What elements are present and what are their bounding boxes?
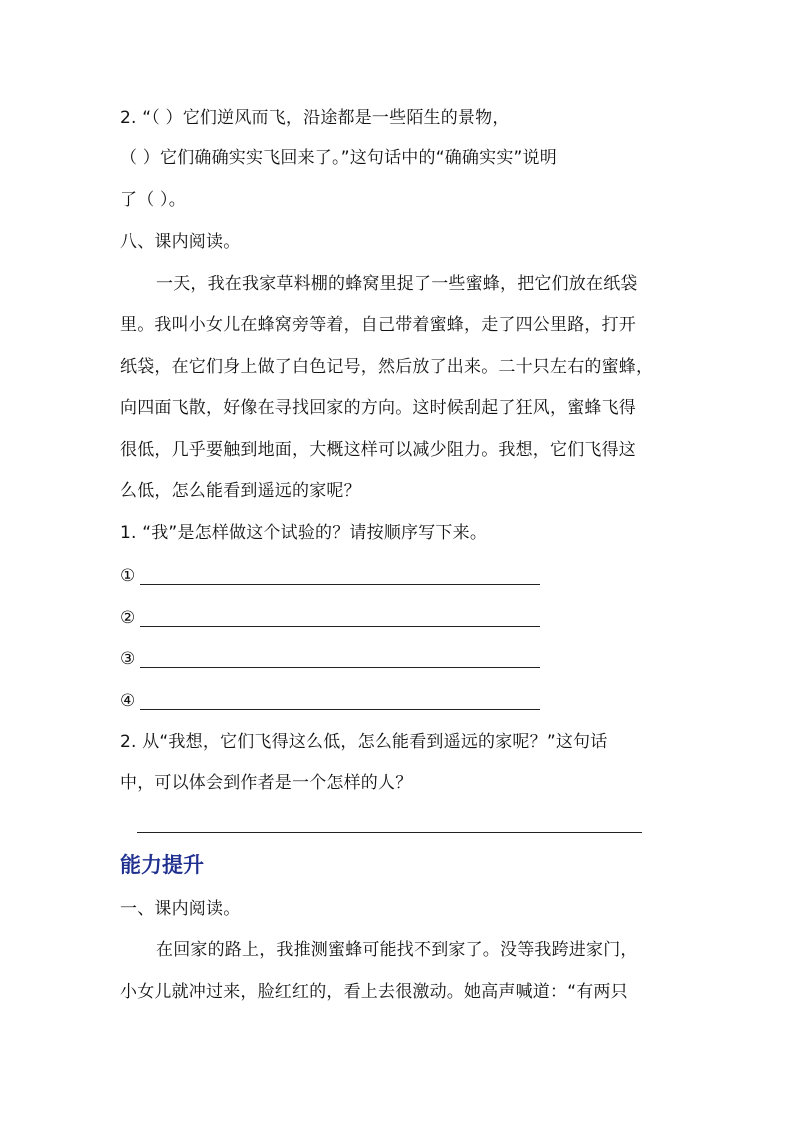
answer-line-3[interactable] <box>140 667 540 668</box>
answer-row-4[interactable] <box>120 688 550 714</box>
passage-line-1: 一天，我在我家草料棚的蜂窝里捉了一些蜜蜂，把它们放在纸袋 <box>156 274 638 294</box>
answer-line-long[interactable] <box>137 832 642 833</box>
answer-row-3[interactable] <box>120 646 550 672</box>
answer-line-4[interactable] <box>140 709 540 710</box>
question-2-line-2: （ ）它们确确实实飞回来了。”这句话中的“确确实实”说明 <box>120 148 557 168</box>
answer-line-2[interactable] <box>140 626 540 627</box>
ability-section-title: 能力提升 <box>120 853 204 877</box>
question-2b-line-2: 中，可以体会到作者是一个怎样的人？ <box>120 773 413 793</box>
answer-marker-1: ① <box>120 566 136 586</box>
answer-marker-2: ② <box>120 608 136 628</box>
answer-marker-4: ④ <box>120 691 136 711</box>
passage-line-2: 里。我叫小女儿在蜂窝旁等着，自己带着蜜蜂，走了四公里路，打开 <box>120 315 636 335</box>
ability-passage-line-2: 小女儿就冲过来，脸红红的，看上去很激动。她高声喊道：“有两只 <box>120 982 628 1002</box>
question-1: 1. “我”是怎样做这个试验的？请按顺序写下来。 <box>120 523 488 543</box>
section-8-heading: 八、课内阅读。 <box>120 232 241 252</box>
question-2-line-3: 了（ ）。 <box>120 190 186 210</box>
passage-line-6: 么低，怎么能看到遥远的家呢？ <box>120 481 361 501</box>
answer-row-2[interactable] <box>120 605 550 631</box>
question-2b-line-1: 2. 从“我想，它们飞得这么低，怎么能看到遥远的家呢？”这句话 <box>120 732 608 752</box>
ability-passage-line-1: 在回家的路上，我推测蜜蜂可能找不到家了。没等我跨进家门， <box>156 940 638 960</box>
answer-row-1[interactable] <box>120 563 550 589</box>
passage-line-4: 向四面飞散，好像在寻找回家的方向。这时候刮起了狂风，蜜蜂飞得 <box>120 398 636 418</box>
passage-line-3: 纸袋，在它们身上做了白色记号，然后放了出来。二十只左右的蜜蜂， <box>120 357 654 377</box>
question-2-line-1: 2. “（ ）它们逆风而飞，沿途都是一些陌生的景物， <box>120 108 510 128</box>
ability-section-subheading: 一、课内阅读。 <box>120 899 241 919</box>
answer-line-1[interactable] <box>140 584 540 585</box>
answer-marker-3: ③ <box>120 649 136 669</box>
passage-line-5: 很低，几乎要触到地面，大概这样可以减少阻力。我想，它们飞得这 <box>120 440 636 460</box>
